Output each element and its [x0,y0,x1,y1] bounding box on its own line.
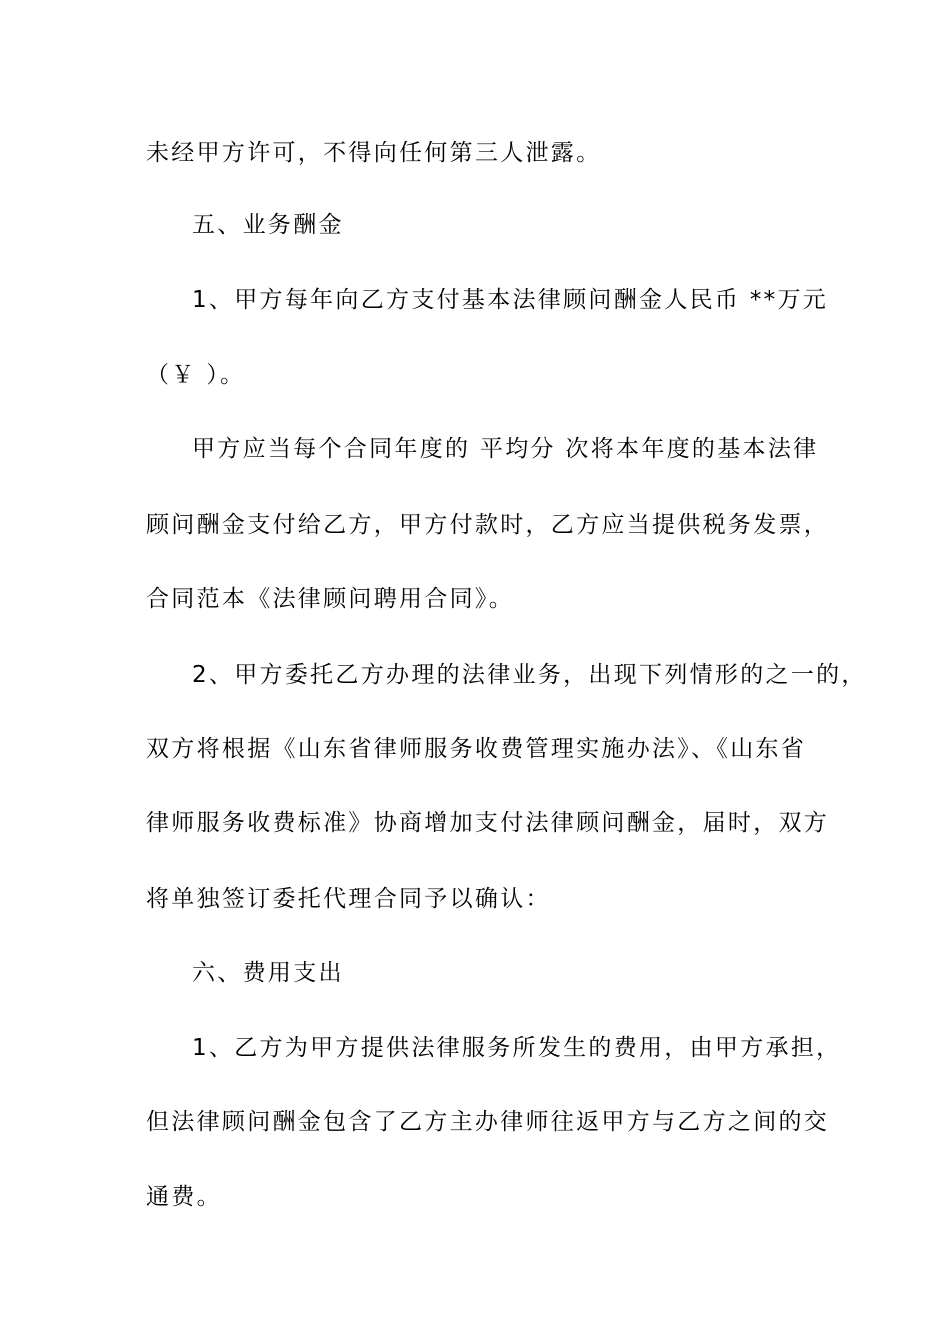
paragraph-line: 合同范本《法律顾问聘用合同》。 [146,586,514,612]
paragraph-line: （￥ ）。 [146,362,246,388]
paragraph-line: 2、甲方委托乙方办理的法律业务，出现下列情形的之一的， [192,662,867,688]
paragraph-line: 通费。 [146,1184,222,1210]
paragraph-line: 但法律顾问酬金包含了乙方主办律师往返甲方与乙方之间的交 [146,1109,830,1135]
paragraph-line: 1、甲方每年向乙方支付基本法律顾问酬金人民币 **万元 [192,287,829,313]
paragraph-line: 双方将根据《山东省律师服务收费管理实施办法》、《山东省 [146,736,807,762]
paragraph-line: 将单独签订委托代理合同予以确认： [146,886,551,912]
paragraph-line: 未经甲方许可，不得向任何第三人泄露。 [146,140,602,166]
paragraph-line: 1、乙方为甲方提供法律服务所发生的费用，由甲方承担， [192,1035,842,1061]
section-heading-remuneration: 五、业务酬金 [192,212,344,238]
paragraph-line: 律师服务收费标准》协商增加支付法律顾问酬金，届时，双方 [146,810,830,836]
section-heading-expenses: 六、费用支出 [192,960,344,986]
paragraph-line: 顾问酬金支付给乙方，甲方付款时，乙方应当提供税务发票， [146,512,830,538]
paragraph-line: 甲方应当每个合同年度的 平均分 次将本年度的基本法律 [192,436,819,462]
